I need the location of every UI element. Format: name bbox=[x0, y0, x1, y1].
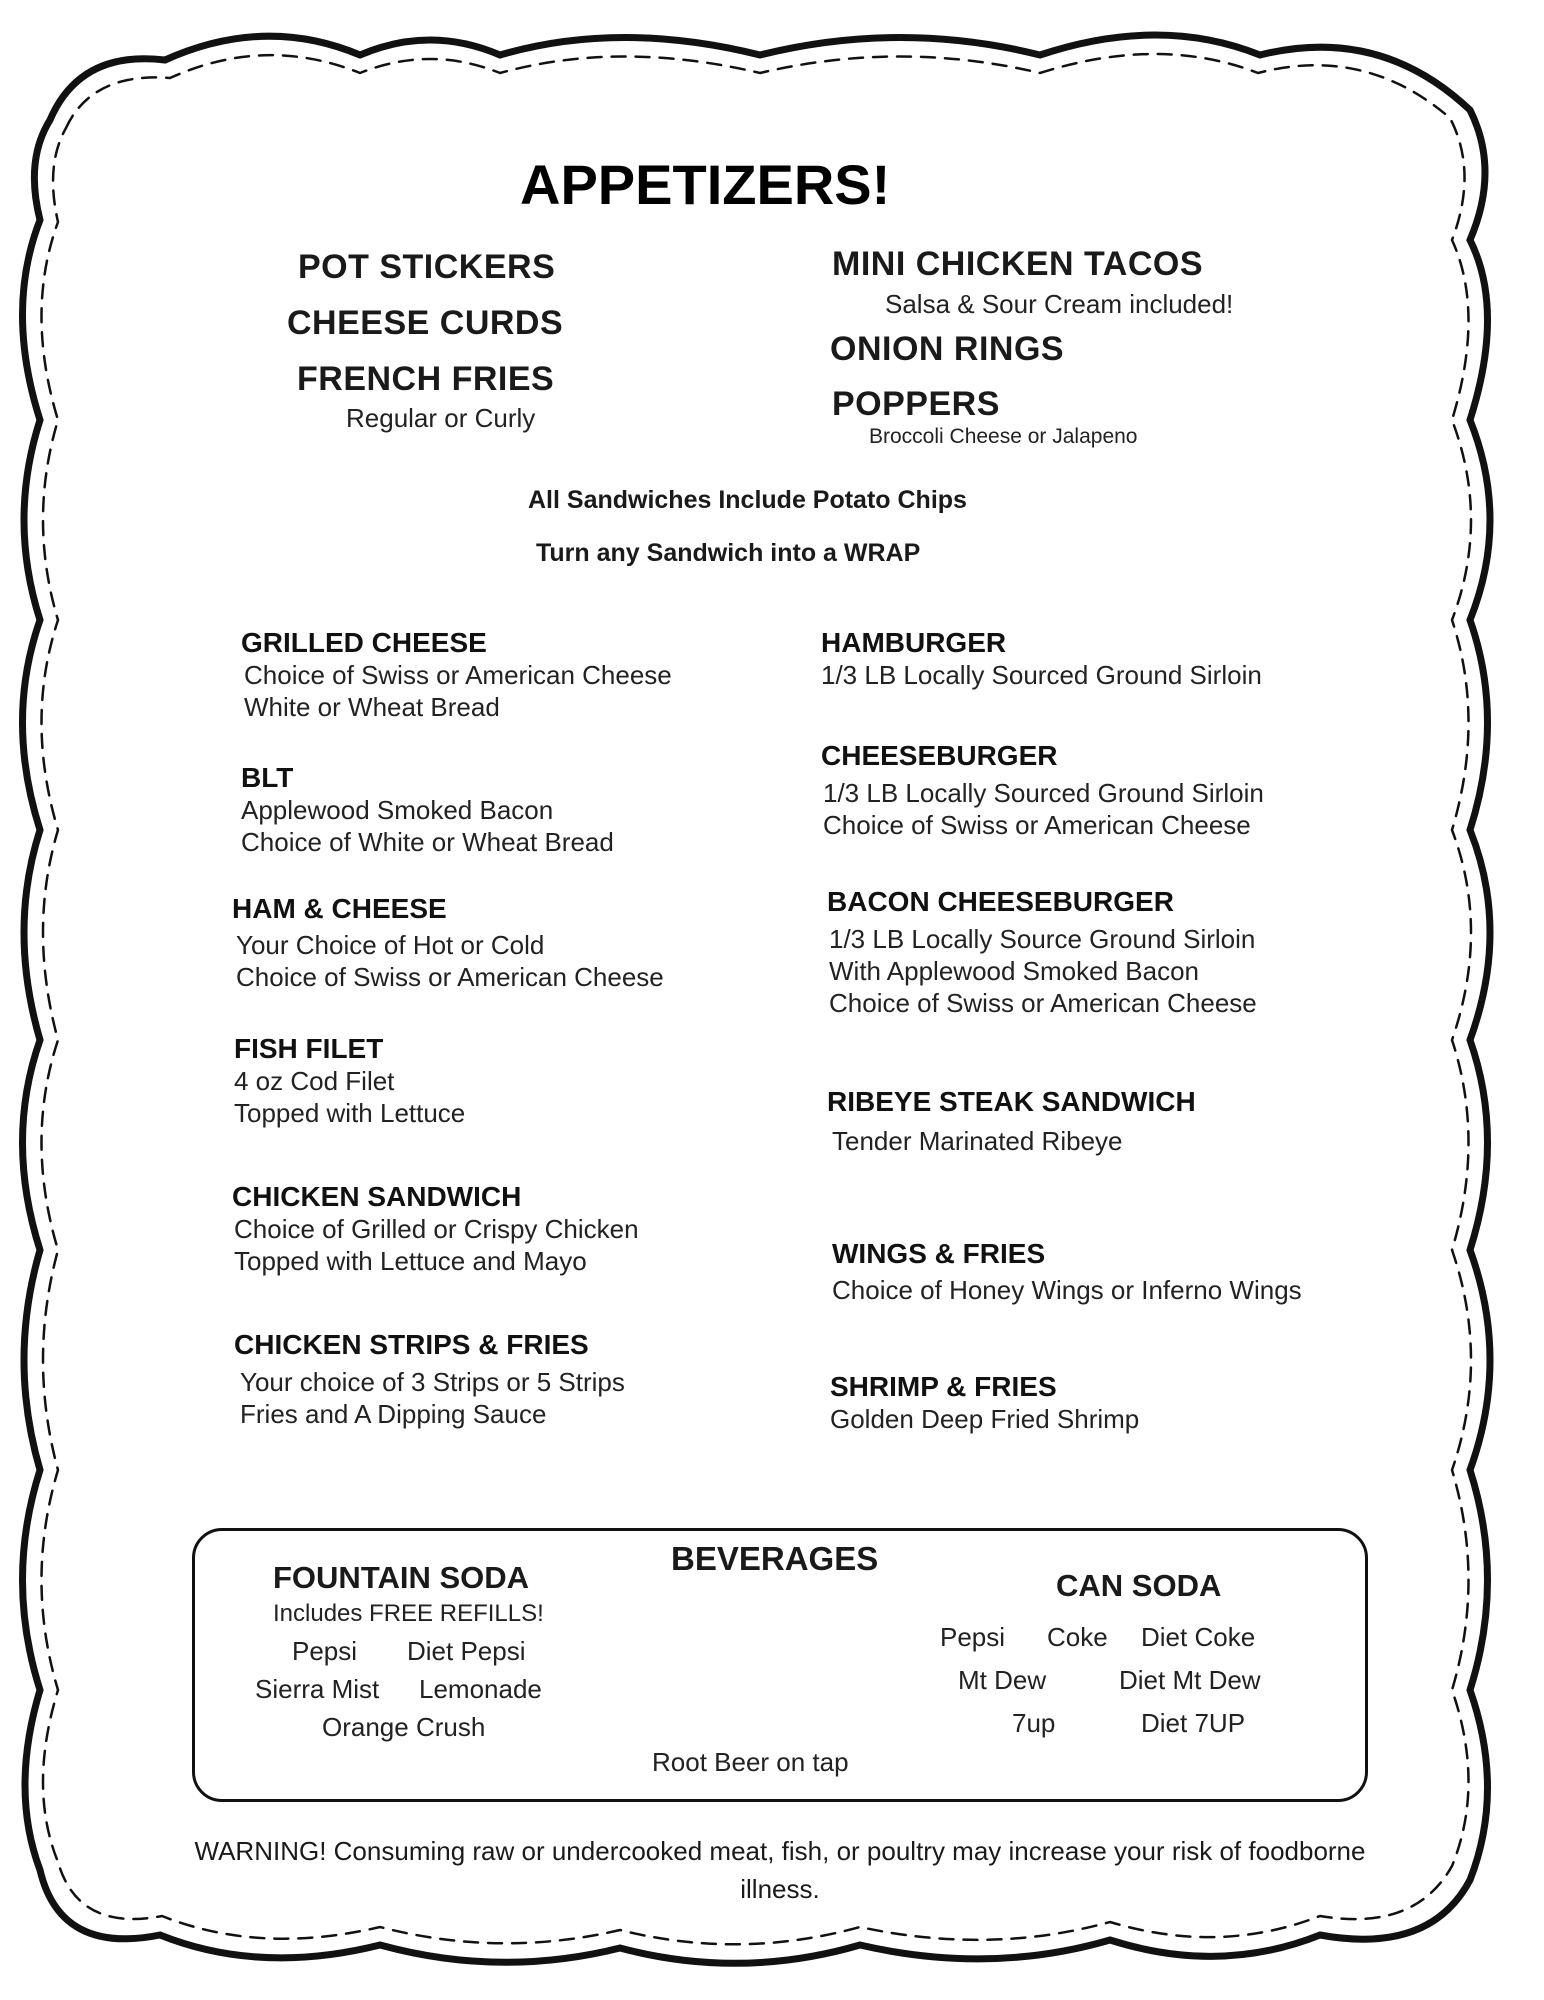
item-desc: Your Choice of Hot or Cold bbox=[236, 930, 545, 960]
appetizer-french-fries: FRENCH FRIES bbox=[297, 360, 555, 398]
item-name: CHICKEN STRIPS & FRIES bbox=[234, 1329, 589, 1360]
item-name: WINGS & FRIES bbox=[832, 1238, 1046, 1269]
menu-item bbox=[241, 627, 672, 723]
menu-item bbox=[232, 1181, 639, 1277]
item-desc: Choice of Grilled or Crispy Chicken bbox=[234, 1214, 639, 1244]
menu-item bbox=[830, 1371, 1139, 1435]
item-desc: Choice of Swiss or American Cheese bbox=[823, 810, 1251, 840]
item-name: FISH FILET bbox=[234, 1033, 384, 1064]
menu-item bbox=[832, 1238, 1302, 1306]
can-pepsi: Pepsi bbox=[940, 1622, 1006, 1652]
appetizer-poppers: POPPERS bbox=[832, 385, 1000, 423]
item-desc: Tender Marinated Ribeye bbox=[832, 1126, 1123, 1156]
menu-item bbox=[827, 1086, 1196, 1157]
item-desc: Topped with Lettuce and Mayo bbox=[234, 1246, 587, 1276]
fountain-soda-note: Includes FREE REFILLS! bbox=[273, 1600, 544, 1627]
item-desc: Choice of Swiss or American Cheese bbox=[236, 962, 664, 992]
menu-item bbox=[232, 893, 664, 993]
health-warning: WARNING! Consuming raw or undercooked meat, fish, or poultry may increase your risk of foodborne illness. bbox=[194, 1836, 1366, 1904]
can-soda-title: CAN SODA bbox=[1056, 1568, 1222, 1603]
root-beer-on-tap: Root Beer on tap bbox=[652, 1747, 849, 1777]
item-name: HAMBURGER bbox=[821, 627, 1007, 658]
appetizer-poppers-note: Broccoli Cheese or Jalapeno bbox=[869, 425, 1138, 448]
item-desc: 1/3 LB Locally Sourced Ground Sirloin bbox=[821, 660, 1262, 690]
menu-item bbox=[234, 1033, 465, 1129]
appetizer-french-fries-note: Regular or Curly bbox=[346, 403, 536, 433]
item-name: HAM & CHEESE bbox=[232, 893, 447, 924]
item-name: SHRIMP & FRIES bbox=[830, 1371, 1057, 1402]
sandwich-note-wrap: Turn any Sandwich into a WRAP bbox=[536, 539, 921, 567]
can-diet-7up: Diet 7UP bbox=[1141, 1708, 1246, 1738]
item-desc: Choice of Swiss or American Cheese bbox=[829, 988, 1257, 1018]
fountain-diet-pepsi: Diet Pepsi bbox=[407, 1636, 526, 1666]
appetizer-cheese-curds: CHEESE CURDS bbox=[287, 304, 564, 342]
can-mt-dew: Mt Dew bbox=[958, 1665, 1047, 1695]
item-desc: 1/3 LB Locally Source Ground Sirloin bbox=[829, 924, 1256, 954]
item-name: RIBEYE STEAK SANDWICH bbox=[827, 1086, 1196, 1117]
menu-item bbox=[234, 1329, 625, 1430]
item-desc: Applewood Smoked Bacon bbox=[241, 795, 554, 825]
appetizers-title: APPETIZERS! bbox=[520, 153, 891, 216]
item-name: BACON CHEESEBURGER bbox=[827, 886, 1174, 917]
item-desc: 1/3 LB Locally Sourced Ground Sirloin bbox=[823, 778, 1264, 808]
item-desc: With Applewood Smoked Bacon bbox=[829, 956, 1199, 986]
menu-item bbox=[827, 886, 1257, 1019]
item-desc: Your choice of 3 Strips or 5 Strips bbox=[240, 1367, 625, 1397]
fountain-sierra-mist: Sierra Mist bbox=[255, 1674, 380, 1704]
fountain-lemonade: Lemonade bbox=[419, 1674, 542, 1704]
fountain-orange-crush: Orange Crush bbox=[322, 1712, 486, 1742]
menu-item bbox=[821, 740, 1264, 841]
item-desc: Choice of Swiss or American Cheese bbox=[244, 660, 672, 690]
item-desc: 4 oz Cod Filet bbox=[234, 1066, 395, 1096]
item-desc: Choice of Honey Wings or Inferno Wings bbox=[832, 1275, 1302, 1305]
item-name: CHICKEN SANDWICH bbox=[232, 1181, 522, 1212]
appetizer-pot-stickers: POT STICKERS bbox=[298, 248, 556, 286]
fountain-pepsi: Pepsi bbox=[292, 1636, 358, 1666]
menu-item bbox=[821, 627, 1262, 691]
appetizer-mini-chicken-tacos-note: Salsa & Sour Cream included! bbox=[885, 289, 1234, 319]
item-desc: Golden Deep Fried Shrimp bbox=[830, 1404, 1140, 1434]
fountain-soda-title: FOUNTAIN SODA bbox=[273, 1560, 530, 1595]
item-name: CHEESEBURGER bbox=[821, 740, 1058, 771]
can-coke: Coke bbox=[1047, 1622, 1108, 1652]
can-diet-coke: Diet Coke bbox=[1141, 1622, 1256, 1652]
item-desc: Fries and A Dipping Sauce bbox=[240, 1399, 547, 1429]
appetizer-onion-rings: ONION RINGS bbox=[830, 330, 1065, 368]
item-name: BLT bbox=[241, 762, 294, 793]
menu-item bbox=[241, 762, 614, 858]
item-desc: White or Wheat Bread bbox=[244, 692, 500, 722]
beverages-title: BEVERAGES bbox=[671, 1540, 879, 1577]
can-7up: 7up bbox=[1012, 1708, 1056, 1738]
appetizer-mini-chicken-tacos: MINI CHICKEN TACOS bbox=[832, 245, 1204, 283]
can-diet-mt-dew: Diet Mt Dew bbox=[1119, 1665, 1261, 1695]
item-desc: Topped with Lettuce bbox=[234, 1098, 466, 1128]
item-name: GRILLED CHEESE bbox=[241, 627, 487, 658]
item-desc: Choice of White or Wheat Bread bbox=[241, 827, 614, 857]
sandwich-note-chips: All Sandwiches Include Potato Chips bbox=[528, 486, 967, 514]
